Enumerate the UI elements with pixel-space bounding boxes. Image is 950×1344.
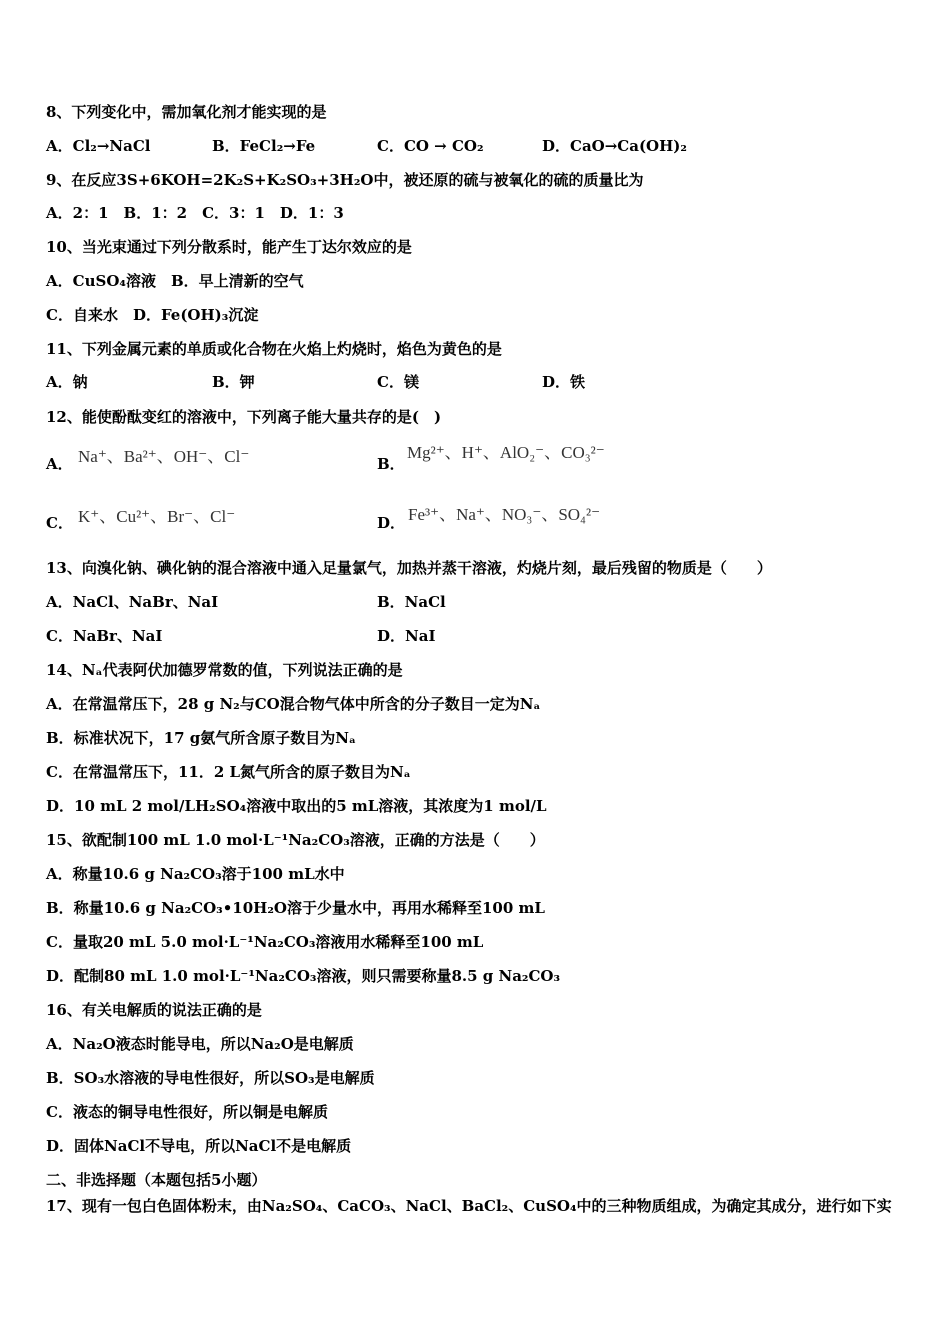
section2-heading: 二、非选择题（本题包括5小题）: [46, 1171, 267, 1189]
q15-option-a: A．称量10.6 g Na₂CO₃溶于100 mL水中: [46, 865, 345, 883]
q14-option-b: B．标准状况下，17 g氨气所含原子数目为Nₐ: [46, 729, 356, 747]
q11-option-a: A．钠: [46, 373, 88, 391]
q10-options-row2: C．自来水 D．Fe(OH)₃沉淀: [46, 306, 259, 324]
q12-option-b-label: B．: [377, 455, 405, 473]
q16-option-c: C．液态的铜导电性很好，所以铜是电解质: [46, 1103, 328, 1121]
q16-stem: 16、有关电解质的说法正确的是: [46, 1001, 262, 1019]
q15-option-b: B．称量10.6 g Na₂CO₃•10H₂O溶于少量水中，再用水稀释至100 mL: [46, 899, 545, 917]
q14-option-c: C．在常温常压下，11．2 L氮气所含的原子数目为Nₐ: [46, 763, 411, 781]
q16-option-d: D．固体NaCl不导电，所以NaCl不是电解质: [46, 1137, 352, 1155]
q14-option-a: A．在常温常压下，28 g N₂与CO混合物气体中所含的分子数目一定为Nₐ: [46, 695, 541, 713]
q13-option-d: D．NaI: [377, 627, 436, 645]
q8-option-b: B．FeCl₂→Fe: [212, 137, 316, 155]
q14-option-d: D．10 mL 2 mol/LH₂SO₄溶液中取出的5 mL溶液，其浓度为1 mol/L: [46, 797, 547, 815]
q10-options-row1: A．CuSO₄溶液 B．早上清新的空气: [46, 272, 304, 290]
q13-option-c: C．NaBr、NaI: [46, 627, 163, 645]
q8-option-d: D．CaO→Ca(OH)₂: [542, 137, 687, 155]
q16-option-b: B．SO₃水溶液的导电性很好，所以SO₃是电解质: [46, 1069, 375, 1087]
q11-option-b: B．钾: [212, 373, 255, 391]
q12-option-a-ions: Na⁺、Ba²⁺、OH⁻、Cl⁻: [78, 447, 250, 466]
q12-option-a-label: A．: [46, 455, 73, 473]
q15-stem: 15、欲配制100 mL 1.0 mol·L⁻¹Na₂CO₃溶液，正确的方法是（ ）: [46, 831, 545, 849]
q12-option-c-ions: K⁺、Cu²⁺、Br⁻、Cl⁻: [78, 507, 236, 526]
q11-option-d: D．铁: [542, 373, 586, 391]
q12-option-d-ions: Fe³⁺、Na⁺、NO₃⁻、SO₄²⁻: [408, 505, 601, 524]
q16-option-a: A．Na₂O液态时能导电，所以Na₂O是电解质: [46, 1035, 354, 1053]
q13-stem: 13、向溴化钠、碘化钠的混合溶液中通入足量氯气，加热并蒸干溶液，灼烧片刻，最后残留的物质是（ ）: [46, 559, 772, 577]
q11-option-c: C．镁: [377, 373, 419, 391]
q8-stem: 8、下列变化中，需加氧化剂才能实现的是: [46, 103, 327, 121]
q9-stem: 9、在反应3S+6KOH=2K₂S+K₂SO₃+3H₂O中，被还原的硫与被氧化的硫的质量比为: [46, 171, 644, 189]
q15-option-c: C．量取20 mL 5.0 mol·L⁻¹Na₂CO₃溶液用水稀释至100 mL: [46, 933, 484, 951]
q17-stem: 17、现有一包白色固体粉末，由Na₂SO₄、CaCO₃、NaCl、BaCl₂、CuSO₄中的三种物质组成，为确定其成分，进行如下实: [46, 1197, 892, 1215]
q11-stem: 11、下列金属元素的单质或化合物在火焰上灼烧时，焰色为黄色的是: [46, 340, 502, 358]
q8-option-c: C．CO → CO₂: [377, 137, 484, 155]
q13-option-a: A．NaCl、NaBr、NaI: [46, 593, 219, 611]
q12-stem: 12、能使酚酞变红的溶液中，下列离子能大量共存的是( ): [46, 408, 442, 426]
q9-options: A．2：1 B．1：2 C．3：1 D．1：3: [46, 204, 344, 222]
q12-option-c-label: C．: [46, 514, 73, 532]
q15-option-d: D．配制80 mL 1.0 mol·L⁻¹Na₂CO₃溶液，则只需要称量8.5 g Na₂CO₃: [46, 967, 561, 985]
q14-stem: 14、Nₐ代表阿伏加德罗常数的值，下列说法正确的是: [46, 661, 403, 679]
q12-option-d-label: D．: [377, 514, 406, 532]
q8-option-a: A．Cl₂→NaCl: [46, 137, 151, 155]
q10-stem: 10、当光束通过下列分散系时，能产生丁达尔效应的是: [46, 238, 412, 256]
q13-option-b: B．NaCl: [377, 593, 446, 611]
q12-option-b-ions: Mg²⁺、H⁺、AlO₂⁻、CO₃²⁻: [407, 443, 605, 462]
